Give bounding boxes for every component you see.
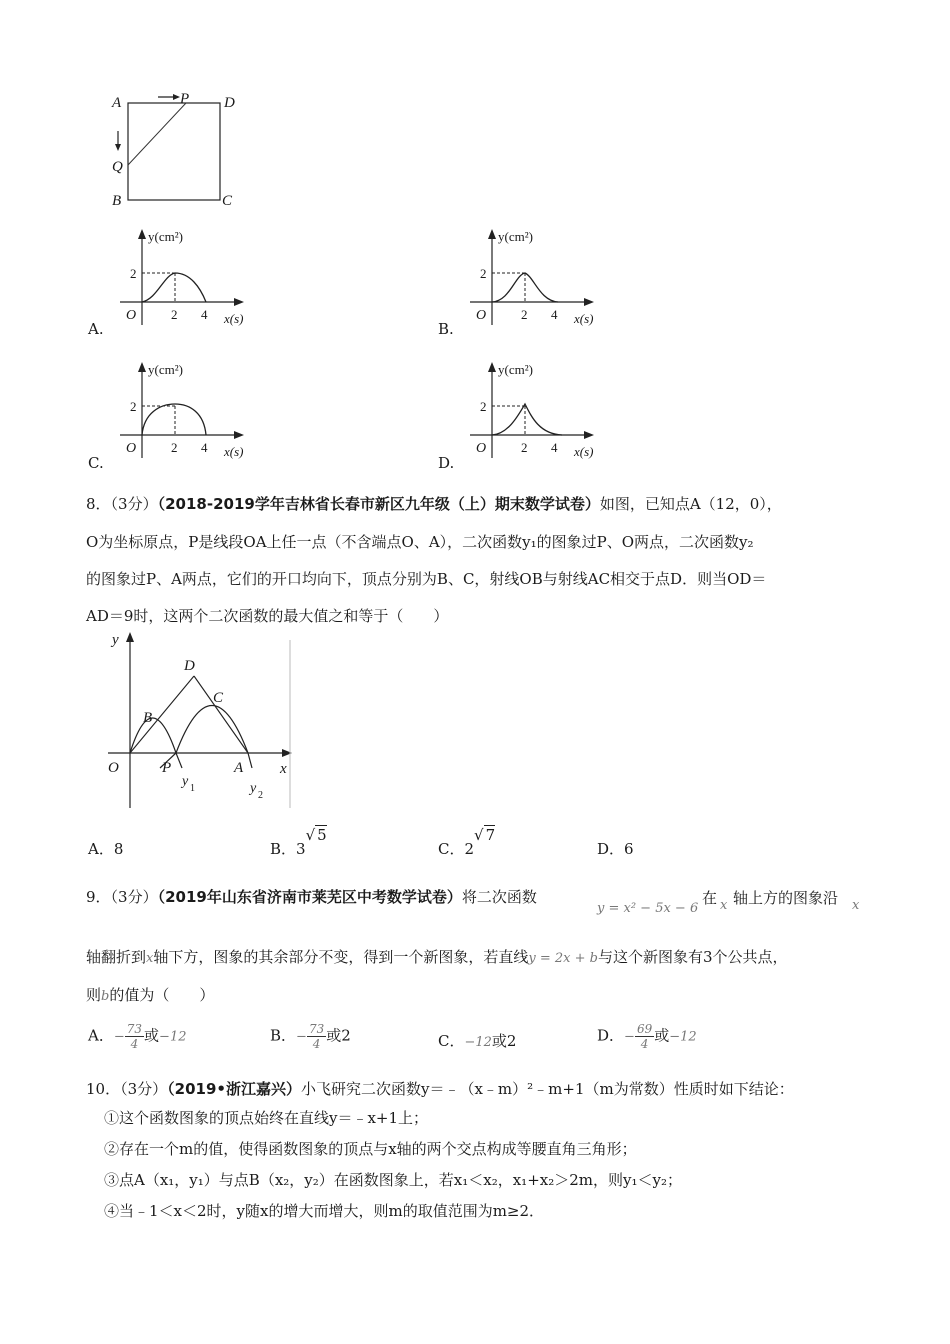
tick-2: 2 [521,307,528,322]
tick-2: 2 [171,307,178,322]
q8-option-b-coef: 3 [296,840,306,858]
arrow-p-head [173,94,180,100]
q10-number: 10． [86,1080,121,1098]
q7-option-a-letter: A. [88,320,104,338]
q9-t4: 轴翻折到 [86,948,147,966]
y-axis-label: y(cm²) [498,362,533,377]
q10-line-1 [86,1079,794,1099]
q10-source: （2019•浙江嘉兴） [167,1080,301,1098]
q8-line1-tail: 如图，已知点A（12，0）， [599,495,782,513]
q7-graph-c [112,358,262,463]
origin-label: O [476,308,487,323]
q8-option-c-radicand: 7 [485,826,496,844]
y-axis-arrow [488,229,496,239]
graph-curve [142,273,206,302]
label-D: D [224,95,235,111]
y-axis-arrow [138,362,146,372]
q9-t1: 将二次函数 [461,888,537,906]
y-tick-2: 2 [130,399,137,414]
q8-option-d-text: 6 [624,840,634,858]
q9-source: （2019年山东省济南市莱芜区中考数学试卷） [157,888,462,906]
origin-label: O [126,441,137,456]
q9-line-2 [86,947,788,969]
x-axis-arrow [234,431,244,439]
q8-score: （3分） [110,495,158,513]
y-axis-arrow [138,229,146,239]
q8-line-4: AD＝9时，这两个二次函数的最大值之和等于（ ） [86,607,449,625]
ray-ac [194,676,248,753]
tick-2: 2 [171,440,178,455]
y-tick-2: 2 [480,399,487,414]
y-axis-label: y(cm²) [498,229,533,244]
q8-option-b-radicand: 5 [317,826,327,844]
q10-score: （3分） [120,1080,168,1098]
q9-t2: 在 [702,889,718,907]
x-axis-label: x(s) [224,311,244,326]
fig-label-y2: y [250,781,257,796]
y-axis-label: y(cm²) [148,362,183,377]
q9-option-a-num: 73 [126,1022,143,1036]
y-axis-arrow [488,362,496,372]
fig-label-B: B [143,710,153,726]
square-abcd [128,103,220,200]
tick-4: 4 [551,307,558,322]
q9-option-a-den: 4 [130,1037,139,1051]
ray-ob [130,676,194,753]
q9-option-d-tail: −12 [669,1029,697,1045]
q7-graph-b [462,225,612,330]
fig-label-P: P [162,760,172,776]
q8-figure [100,628,300,810]
q9-t3: 轴上方的图象沿 [733,889,839,907]
q7-option-b-letter: B. [438,320,454,338]
q10-item-2: ②存在一个m的值，使得函数图象的顶点与x轴的两个交点构成等腰直角三角形； [104,1140,637,1158]
q9-option-a-mid: 或 [144,1026,160,1045]
q9-option-d-den: 4 [640,1037,649,1051]
fig-label-O: O [108,760,119,776]
q7-option-d-letter: D. [438,454,455,472]
q8-option-b-letter: B． [270,840,297,858]
q9-option-c-head: −12 [464,1035,492,1050]
q9-xvar-3: x [146,951,154,966]
tick-4: 4 [201,307,208,322]
label-C: C [222,193,233,209]
q9-option-d-num: 69 [636,1022,653,1036]
graph-curve [142,404,206,435]
q9-t5: 轴下方，图象的其余部分不变，得到一个新图象，若直线 [153,948,529,966]
q8-number: 8． [86,495,111,513]
q10-line1: 小飞研究二次函数y＝﹣（x﹣m）²﹣m+1（m为常数）性质时如下结论： [300,1080,794,1098]
q9-line-eq: y = 2x + b [528,951,598,966]
q8-source: （2018-2019学年吉林省长春市新区九年级（上）期末数学试卷） [157,495,600,513]
q10-item-4: ④当﹣1＜x＜2时，y随x的增大而增大，则m的取值范围为m≥2． [104,1202,545,1220]
graph-curve [492,404,562,435]
q10-item-3: ③点A（x₁，y₁）与点B（x₂，y₂）在函数图象上，若x₁＜x₂，x₁+x₂＞2m，则y₁＜y₂； [104,1171,682,1189]
q9-t6: 与这个新图象有3个公共点， [597,948,788,966]
q9-option-b-letter: B． [270,1026,297,1045]
q9-option-d-frac [635,1022,654,1051]
graph-curve [492,273,558,302]
q10-item-1: ①这个函数图象的顶点始终在直线y＝﹣x+1上； [104,1109,429,1127]
q9-option-c-mid: 或2 [491,1032,517,1050]
x-axis-label: x(s) [574,311,594,326]
curve-y2 [160,706,252,769]
y-tick-2: 2 [130,266,137,281]
fig-label-y2-sub: 2 [258,790,263,801]
q7-graph-a [112,225,262,330]
q8-option-c [438,826,496,859]
q9-option-d-mid: 或 [654,1026,670,1045]
q8-option-d-letter: D． [597,840,625,858]
x-axis-arrow [584,431,594,439]
fig-label-y1: y [182,774,189,789]
label-Q: Q [112,159,123,175]
x-axis-label: x(s) [574,444,594,459]
q8-option-b-sqrt: √ 5 [305,826,327,844]
q9-xvar-2: x [852,898,860,913]
q7-option-c-letter: C. [88,454,104,472]
q8-option-c-coef: 2 [464,840,475,858]
q9-line-1 [86,887,537,907]
q9-bvar: b [101,989,110,1004]
q8-option-c-letter: C． [438,840,465,858]
q7-graph-d [462,358,612,463]
label-B: B [112,193,122,209]
label-P: P [180,91,190,107]
q9-option-c [438,1030,516,1051]
q8-option-a-letter: A． [88,840,114,858]
q8-option-c-sqrt: √ 7 [474,826,496,844]
fig-label-A: A [234,760,244,776]
fig-label-y1-sub: 1 [190,783,195,794]
q9-option-d: D．− $\frac{69}{4}$ 或−12 [597,1022,697,1051]
label-A: A [112,95,122,111]
q8-option-a-text: 8 [113,840,124,858]
q9-option-b-mid: 或2 [326,1026,351,1045]
y-axis-arrow [126,632,134,642]
q9-t7: 则 [86,986,102,1004]
segment-pq [128,103,186,165]
q9-score: （3分） [110,888,158,906]
q9-option-a-frac [125,1022,144,1051]
q9-option-b: B．− $\frac{73}{4}$ 或2 [270,1022,351,1051]
q8-line-2: O为坐标原点，P是线段OA上任一点（不含端点O、A），二次函数y₁的图象过P、O两点，二次函数y₂ [86,533,754,551]
q8-line-1 [86,494,782,514]
q9-option-b-den: 4 [312,1037,321,1051]
q8-option-d [597,838,634,859]
y-axis-label: y(cm²) [148,229,183,244]
q9-option-a-tail: −12 [159,1029,187,1045]
tick-4: 4 [201,440,208,455]
x-axis-arrow [584,298,594,306]
x-axis-arrow [234,298,244,306]
x-axis-label: x(s) [224,444,244,459]
fig-label-x: x [280,761,287,777]
q9-option-c-letter: C． [438,1032,465,1050]
q8-option-a [88,838,123,859]
fig-label-y: y [112,632,119,648]
q9-line-3 [86,985,214,1007]
origin-label: O [476,441,487,456]
q9-xvar-1: x [720,898,728,913]
q9-option-b-frac [307,1022,326,1051]
q9-option-d-letter: D． [597,1026,625,1045]
fig-label-C: C [213,690,224,706]
tick-4: 4 [551,440,558,455]
q9-func: y = x² − 5x − 6 [597,901,699,916]
q9-option-a: A．− $\frac{73}{4}$ 或−12 [88,1022,187,1051]
q8-option-b [270,826,327,859]
q9-option-a-letter: A． [88,1026,114,1045]
tick-2: 2 [521,440,528,455]
origin-label: O [126,308,137,323]
q8-line-3: 的图象过P、A两点，它们的开口均向下，顶点分别为B、C，射线OB与射线AC相交于点D．则当OD＝ [86,570,767,588]
y-tick-2: 2 [480,266,487,281]
q9-option-b-num: 73 [308,1022,325,1036]
fig-label-D: D [184,658,195,674]
square-motion-figure [100,85,260,215]
q9-number: 9． [86,888,111,906]
arrow-q-head [115,144,121,151]
q9-t8: 的值为（ ） [109,986,215,1004]
